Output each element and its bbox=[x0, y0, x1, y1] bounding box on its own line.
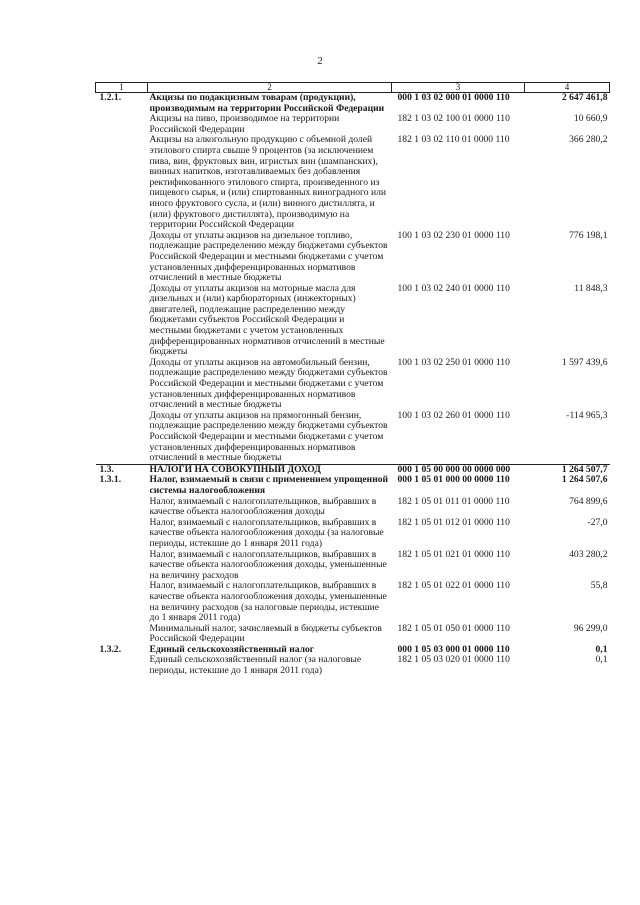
table-row bbox=[96, 550, 610, 582]
row-amount: 1 264 507,6 bbox=[561, 474, 608, 486]
row-number bbox=[96, 497, 148, 518]
row-amount: 11 848,3 bbox=[574, 282, 608, 294]
row-number bbox=[96, 550, 148, 582]
table-body bbox=[96, 93, 610, 677]
row-budget-code: 182 1 05 01 021 01 0000 110 bbox=[397, 548, 510, 560]
row-amount: 776 198,1 bbox=[569, 229, 608, 241]
row-number bbox=[96, 518, 148, 550]
row-name: Налог, взимаемый в связи с применением упрощенной системы налогообложения bbox=[149, 474, 389, 496]
row-name: Доходы от уплаты акцизов на дизельное топливо, подлежащие распределению между бюджетами субъектов Российской Федерации и местными бюджетами с учетом установленных дифференцированных нормативов отчислений в местные бюджеты bbox=[149, 229, 388, 284]
row-name: Доходы от уплаты акцизов на моторные масла для дизельных и (или) карбюраторных (инжекторных) двигателей, подлежащие распределению между бюджетами субъектов Российской Федерации и местными бюджетами с учетом установленных дифференцированных нормативов отчислений в местные бюджеты bbox=[149, 282, 385, 358]
table-row bbox=[96, 284, 610, 358]
table-row bbox=[96, 581, 610, 623]
table-row bbox=[96, 358, 610, 411]
row-budget-code: 100 1 03 02 250 01 0000 110 bbox=[397, 356, 510, 368]
row-budget-code: 100 1 03 02 260 01 0000 110 bbox=[397, 409, 510, 421]
row-name: Акцизы на пиво, производимое на территории Российской Федерации bbox=[149, 113, 340, 135]
row-name: Акцизы на алкогольную продукцию с объемной долей этилового спирта свыше 9 процентов (за исключением пива, вин, фруктовых вин, игристых вин (шампанских), винных напитков, изготавливаемых без добавления ректификованного этилового спирта, произведенного из пищевого сырья, и (или) спиртованных виноградного или иного фруктового сусла, и (или) винного дистиллята, и (или) фруктового дистиллята), производимую на территории Российской Федерации bbox=[149, 134, 387, 231]
row-name: Налог, взимаемый с налогоплательщиков, выбравших в качестве объекта налогообложения доходы (за налоговые периоды, истекшие до 1 января 2011 года) bbox=[149, 516, 384, 549]
row-name: Акцизы по подакцизным товарам (продукции), производимым на территории Российской Федерации bbox=[149, 92, 385, 114]
row-number: 1.3.1. bbox=[99, 474, 122, 486]
row-amount: -114 965,3 bbox=[566, 409, 608, 421]
row-budget-code: 000 1 03 02 000 01 0000 110 bbox=[397, 92, 510, 103]
table-row bbox=[96, 518, 610, 550]
row-amount: 0,1 bbox=[595, 643, 608, 655]
row-amount: 2 647 461,8 bbox=[561, 92, 608, 103]
row-name: НАЛОГИ НА СОВОКУПНЫЙ ДОХОД bbox=[148, 464, 392, 475]
row-budget-code: 100 1 03 02 230 01 0000 110 bbox=[397, 229, 510, 241]
row-name: Доходы от уплаты акцизов на прямогонный бензин, подлежащие распределению между бюджетами субъектов Российской Федерации и местными бюджетами с учетом установленных дифференцированных нормативов отчислений в местные бюджеты bbox=[149, 409, 388, 464]
row-amount: 1 597 439,6 bbox=[561, 356, 608, 368]
row-amount: 1 264 507,7 bbox=[525, 464, 610, 475]
row-name: Единый сельскохозяйственный налог (за налоговые периоды, истекшие до 1 января 2011 года) bbox=[149, 654, 362, 677]
row-budget-code: 182 1 05 03 020 01 0000 110 bbox=[397, 654, 510, 666]
budget-revenue-table bbox=[95, 82, 610, 677]
row-amount: 764 899,6 bbox=[569, 495, 608, 507]
column-header-1: 1 bbox=[96, 83, 148, 93]
column-header-3: 3 bbox=[392, 83, 525, 93]
row-name: Налог, взимаемый с налогоплательщиков, выбравших в качестве объекта налогообложения доходы bbox=[149, 495, 377, 518]
table-row bbox=[96, 475, 610, 496]
row-amount: 10 660,9 bbox=[573, 113, 608, 125]
row-number bbox=[96, 231, 148, 284]
row-amount: 403 280,2 bbox=[569, 548, 608, 560]
row-budget-code: 182 1 03 02 100 01 0000 110 bbox=[397, 113, 510, 125]
row-budget-code: 182 1 05 01 011 01 0000 110 bbox=[397, 495, 510, 507]
table-row bbox=[96, 624, 610, 645]
row-budget-code: 182 1 05 01 022 01 0000 110 bbox=[397, 580, 510, 592]
row-budget-code: 000 1 05 00 000 00 0000 000 bbox=[392, 464, 525, 475]
table-row bbox=[96, 411, 610, 464]
row-budget-code: 100 1 03 02 240 01 0000 110 bbox=[397, 282, 510, 294]
table-row bbox=[96, 231, 610, 284]
row-amount: -27,0 bbox=[587, 516, 608, 528]
row-number: 1.3. bbox=[96, 464, 148, 475]
row-number bbox=[96, 284, 148, 358]
row-budget-code: 182 1 03 02 110 01 0000 110 bbox=[397, 134, 510, 146]
row-amount: 366 280,2 bbox=[569, 134, 608, 146]
row-name: Налог, взимаемый с налогоплательщиков, выбравших в качестве объекта налогообложения доходы, уменьшенные на величину расходов (за налоговые периоды, истекшие до 1 января 2011 года) bbox=[149, 580, 387, 624]
column-header-2: 2 bbox=[148, 83, 392, 93]
row-number bbox=[96, 358, 148, 411]
row-number bbox=[96, 581, 148, 623]
row-amount: 96 299,0 bbox=[573, 622, 608, 634]
row-number bbox=[96, 624, 148, 645]
table-row bbox=[96, 93, 610, 115]
row-budget-code: 000 1 05 01 000 00 0000 110 bbox=[397, 474, 510, 486]
row-number bbox=[96, 114, 148, 135]
column-header-4: 4 bbox=[525, 83, 610, 93]
row-number bbox=[96, 411, 148, 464]
row-number: 1.3.2. bbox=[99, 643, 122, 655]
row-amount: 55,8 bbox=[590, 580, 608, 592]
table-row bbox=[96, 497, 610, 518]
row-amount: 0,1 bbox=[595, 654, 608, 666]
row-number: 1.2.1. bbox=[99, 92, 122, 103]
page-number: 2 bbox=[317, 55, 323, 67]
row-name: Единый сельскохозяйственный налог bbox=[149, 643, 315, 655]
table-row bbox=[96, 655, 610, 676]
table-row bbox=[96, 114, 610, 135]
table-row bbox=[96, 135, 610, 230]
row-budget-code: 182 1 05 01 012 01 0000 110 bbox=[397, 516, 510, 528]
row-name: Доходы от уплаты акцизов на автомобильный бензин, подлежащие распределению между бюджетами субъектов Российской Федерации и местными бюджетами с учетом установленных дифференцированных нормативов отчислений в местные бюджеты bbox=[149, 356, 388, 411]
row-budget-code: 182 1 05 01 050 01 0000 110 bbox=[397, 622, 510, 634]
row-name: Минимальный налог, зачисляемый в бюджеты субъектов Российской Федерации bbox=[149, 622, 382, 645]
row-budget-code: 000 1 05 03 000 01 0000 110 bbox=[397, 643, 510, 655]
row-number bbox=[96, 655, 148, 676]
row-name: Налог, взимаемый с налогоплательщиков, выбравших в качестве объекта налогообложения доходы, уменьшенные на величину расходов bbox=[149, 548, 387, 581]
column-number-header-row bbox=[96, 83, 610, 93]
row-number bbox=[96, 135, 148, 230]
